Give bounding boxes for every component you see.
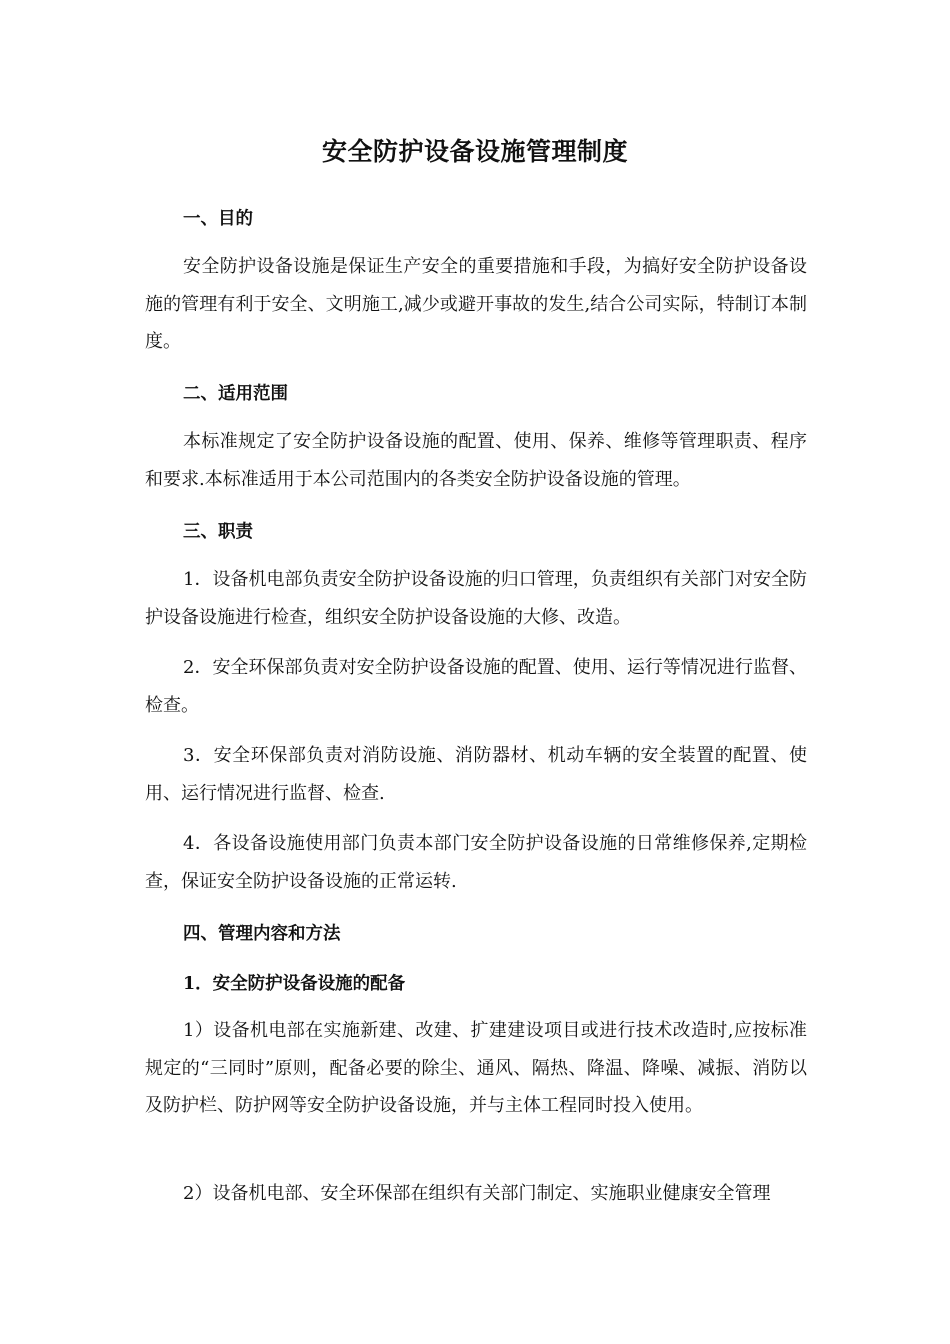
management-item-2: 2）设备机电部、安全环保部在组织有关部门制定、实施职业健康安全管理 (183, 1183, 771, 1204)
duty-item-1: 1．设备机电部负责安全防护设备设施的归口管理，负责组织有关部门对安全防护设备设施进行检查，组织安全防护设备设施的大修、改造。 (145, 569, 807, 628)
duty-item-3: 3．安全环保部负责对消防设施、消防器材、机动车辆的安全装置的配置、使用、运行情况进行监督、检查. (145, 745, 807, 804)
section-heading-purpose: 一、目的 (183, 209, 253, 229)
duty-item-4: 4．各设备设施使用部门负责本部门安全防护设备设施的日常维修保养,定期检查，保证安全防护设备设施的正常运转. (145, 833, 807, 892)
management-item-1: 1）设备机电部在实施新建、改建、扩建建设项目或进行技术改造时,应按标准规定的“三同时”原则，配备必要的除尘、通风、隔热、降温、降噪、减振、消防以及防护栏、防护网等安全防护设备设施，并与主体工程同时投入使用。 (145, 1020, 807, 1116)
section-heading-duties: 三、职责 (183, 522, 253, 542)
section-heading-management: 四、管理内容和方法 (183, 924, 341, 944)
scope-paragraph: 本标准规定了安全防护设备设施的配置、使用、保养、维修等管理职责、程序和要求.本标准适用于本公司范围内的各类安全防护设备设施的管理。 (145, 431, 807, 490)
subsection-heading-equipment-allocation: 1．安全防护设备设施的配备 (183, 974, 406, 994)
section-heading-scope: 二、适用范围 (183, 384, 288, 404)
purpose-paragraph: 安全防护设备设施是保证生产安全的重要措施和手段，为搞好安全防护设备设施的管理有利于安全、文明施工,减少或避开事故的发生,结合公司实际，特制订本制度。 (145, 256, 807, 352)
document-title: 安全防护设备设施管理制度 (321, 137, 628, 166)
duty-item-2: 2．安全环保部负责对安全防护设备设施的配置、使用、运行等情况进行监督、检查。 (145, 657, 807, 716)
